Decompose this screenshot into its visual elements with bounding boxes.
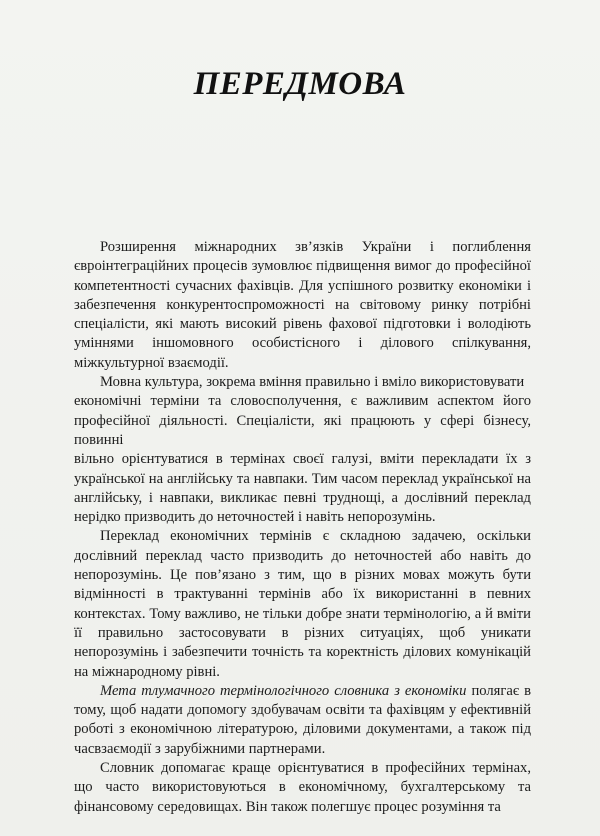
paragraph-2: Мовна культура, зокрема вміння правильно і вміло використовувати xyxy=(100,374,525,391)
paragraph-6-italic-lead: Мета тлумачного термінологічного словника з економіки xyxy=(100,682,467,699)
paragraph-5: Переклад економічних термінів є складною задачею, оскільки дослівний переклад часто призводить до неточностей або навіть до непорозумінь. Це пов’язано з тим, що в різних мовах можуть бути відмінності в трактуванні термінів або їх використанні в певних контекстах. Тому важливо, не тільки добре знати термінологію, а й вміти її правильно застосовувати в різних ситуаціях, щоб уникати непорозумінь і забезпечити точність та коректність ділових комунікацій на міжнародному рівні. xyxy=(74,528,531,680)
paragraph-3: економічні терміни та словосполучення, є важливим аспектом його професійної діяльності. Спеціалісти, які працюють у сфері бізнесу, повинні xyxy=(74,393,531,448)
body-text xyxy=(74,238,531,817)
paragraph-7: Словник допомагає краще орієнтуватися в професійних термінах, що часто використовуються в економічному, бухгалтерському та фінансовому середовищах. Він також полегшує процес розуміння та xyxy=(74,760,531,815)
page-title: ПЕРЕДМОВА xyxy=(193,66,407,102)
paragraph-1: Розширення міжнародних зв’язків України і поглиблення євроінтеграційних процесів зумовлює підвищення вимог до професійної компетентності сучасних фахівців. Для успішного розвитку економіки і забезпечення конкурентоспроможності на світовому ринку потрібні спеціалісти, які мають високий рівень фахової підготовки і володіють уміннями іншомовного особистісного і ділового спілкування, міжкультурної взаємодії. xyxy=(74,239,531,371)
paragraph-6-text: полягає в тому, щоб надати допомогу здобувачам освіти та фахівцям у ефективній роботі з економічною літературою, діловими документами, а також під часвзаємодії з зарубіжними партнерами. xyxy=(74,682,531,757)
paragraph-6 xyxy=(74,682,531,759)
paragraph-4: вільно орієнтуватися в термінах своєї галузі, вміти перекладати їх з української на англійську та навпаки. Тим часом переклад української на англійську, і навпаки, викликає певні труднощі, а дослівний переклад нерідко призводить до неточностей і навіть непорозумінь. xyxy=(74,451,531,526)
